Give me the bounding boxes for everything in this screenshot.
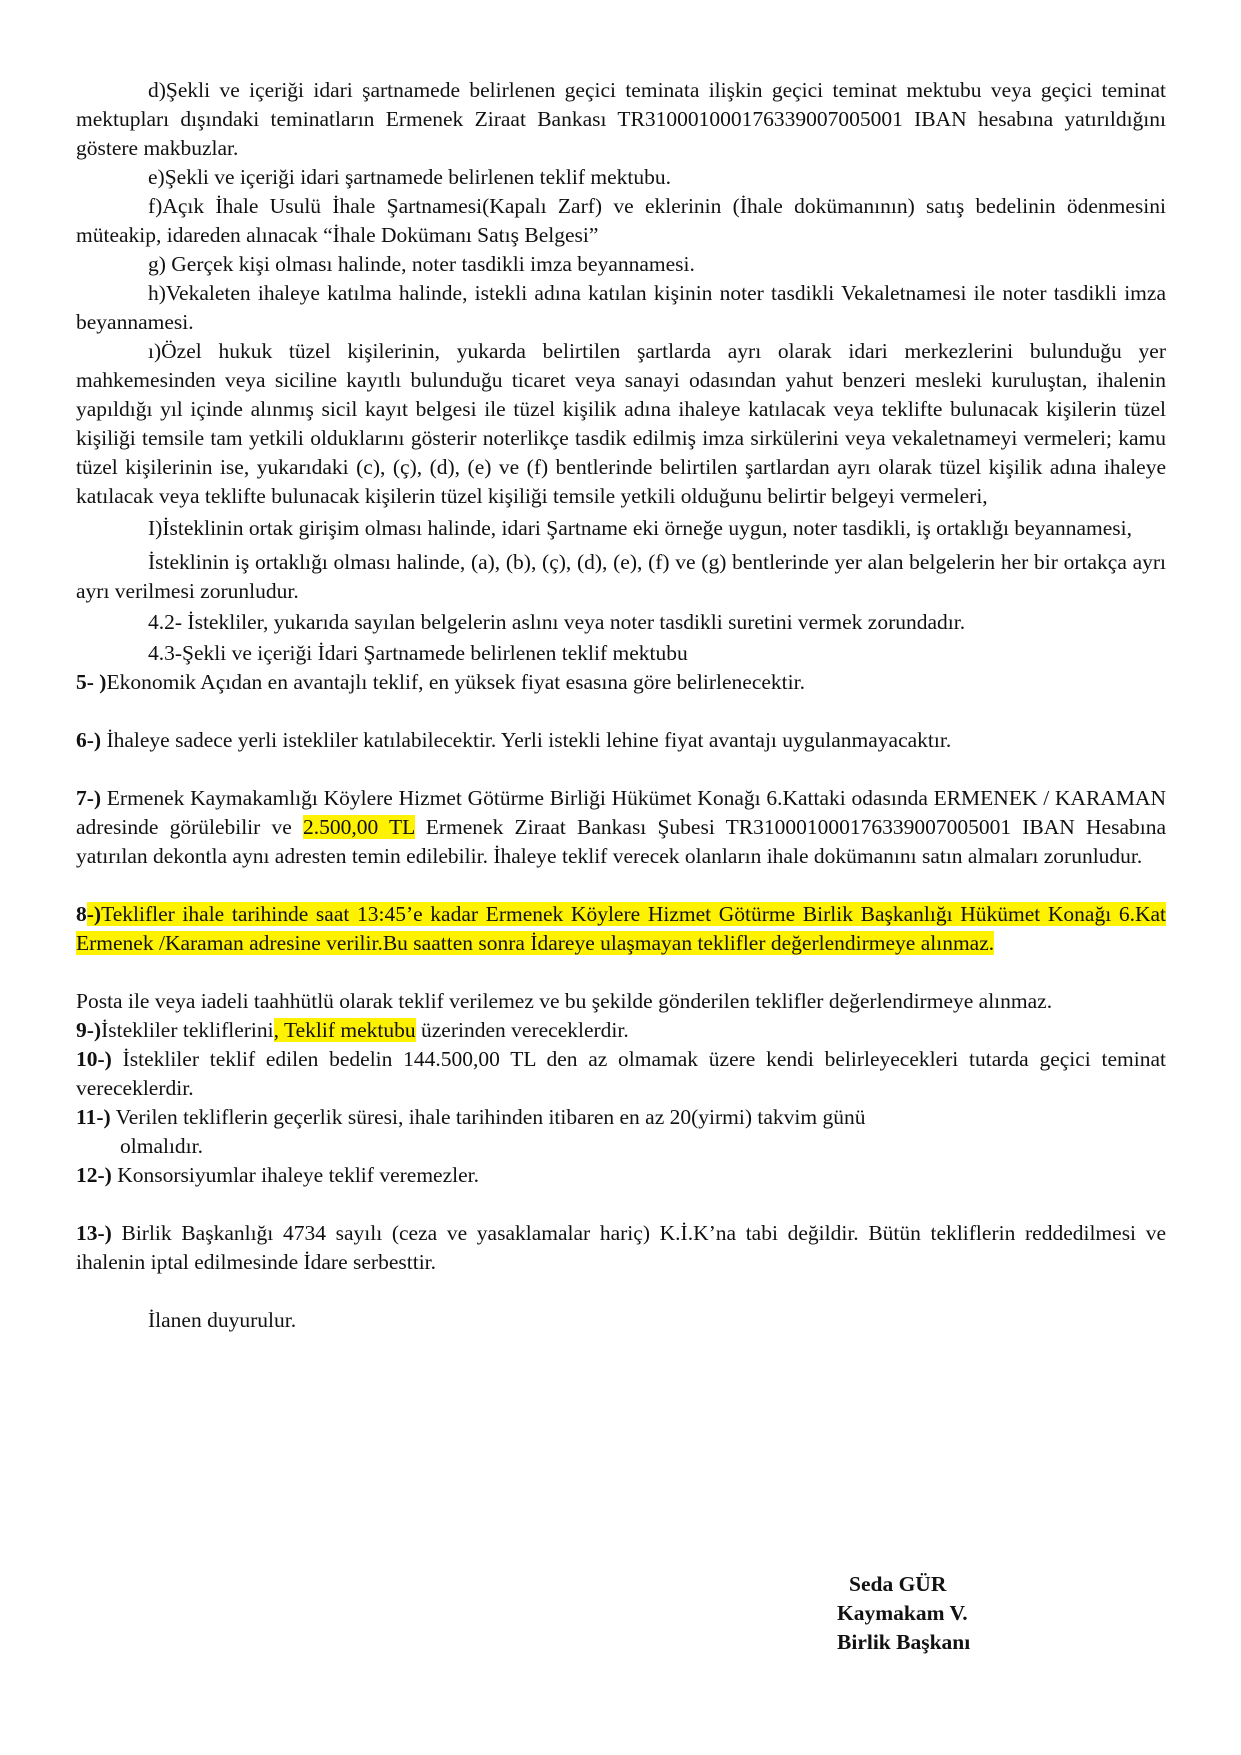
section-6	[76, 726, 1166, 755]
section-number: 12-)	[76, 1163, 112, 1187]
section-11-cont: olmalıdır.	[120, 1134, 204, 1158]
section-text: İstekliler tekliflerini	[101, 1018, 274, 1042]
spacer	[76, 1277, 1166, 1306]
section-text: üzerinden vereceklerdir.	[415, 1018, 629, 1042]
section-number: 8	[76, 902, 87, 926]
section-9	[76, 1016, 1166, 1045]
spacer	[76, 958, 1166, 987]
section-text-highlight: Teklifler ihale tarihinde saat 13:45’e kadar Ermenek Köylere Hizmet Götürme Birlik Başkanlığı Hükümet Konağı 6.Kat Ermenek /Karaman adresine verilir.Bu saatten sonra İdareye ulaşmayan teklifler değerlendirmeye alınmaz.	[76, 902, 1166, 955]
section-text: Şekli ve içeriği İdari Şartnamede belirlenen teklif mektubu	[182, 641, 688, 665]
item-g: g) Gerçek kişi olması halinde, noter tasdikli imza beyannamesi.	[148, 252, 695, 276]
section-number: 6-)	[76, 728, 102, 752]
section-number: 10-)	[76, 1047, 112, 1071]
section-text: Birlik Başkanlığı 4734 sayılı (ceza ve yasaklamalar hariç) K.İ.K’na tabi değildir. Bütün tekliflerin reddedilmesi ve ihalenin iptal edilmesinde İdare serbesttir.	[76, 1221, 1166, 1274]
section-number: -)	[86, 902, 102, 926]
document-body	[76, 76, 1166, 1335]
section-text: Verilen tekliflerin geçerlik süresi, ihale tarihinden itibaren en az 20(yirmi) takvim günü	[110, 1105, 866, 1129]
item-f: f)Açık İhale Usulü İhale Şartnamesi(Kapalı Zarf) ve eklerinin (İhale dokümanının) satış bedelinin ödenmesini müteakip, idareden alınacak “İhale Dokümanı Satış Belgesi”	[76, 194, 1166, 247]
section-text: Ekonomik Açıdan en avantajlı teklif, en yüksek fiyat esasına göre belirlenecektir.	[106, 670, 805, 694]
section-text: İstekliler teklif edilen bedelin 144.500,00 TL den az olmamak üzere kendi belirleyecekleri tutarda geçici teminat vereceklerdir.	[76, 1047, 1166, 1100]
section-text: Ermenek Ziraat Bankası Şubesi TR310001000176339007005001 IBAN Hesabına yatırılan dekontla aynı adresten temin edilebilir. İhaleye teklif verecek olanların ihale dokümanını satın almaları zorunludur.	[76, 815, 1167, 868]
signatory-position: Birlik Başkanı	[837, 1630, 971, 1654]
section-number: 4.2-	[148, 610, 183, 634]
spacer	[76, 697, 1166, 726]
signatory-title: Kaymakam V.	[837, 1601, 968, 1625]
signatory-name: Seda GÜR	[849, 1572, 947, 1596]
item-partnership: İsteklinin iş ortaklığı olması halinde, (a), (b), (ç), (d), (e), (f) ve (g) bentlerinde yer alan belgelerin her bir ortakça ayrı ayrı verilmesi zorunludur.	[76, 550, 1166, 603]
signature-block	[837, 1570, 970, 1657]
section-5	[76, 668, 1166, 697]
spacer	[76, 1190, 1166, 1219]
item-h: h)Vekaleten ihaleye katılma halinde, istekli adına katılan kişinin noter tasdikli Vekaletnamesi ile noter tasdikli imza beyannamesi.	[76, 281, 1166, 334]
price-highlight: 2.500,00 TL	[303, 815, 415, 839]
item-e: e)Şekli ve içeriği idari şartnamede belirlenen teklif mektubu.	[148, 165, 671, 189]
item-i-dotless: ı)Özel hukuk tüzel kişilerinin, yukarda belirtilen şartlarda ayrı olarak idari merkezlerini bulunduğu yer mahkemesinden veya siciline kayıtlı bulunduğu ticaret veya sanayi odasından yahut benzeri mesleki kuruluştan, ihalenin yapıldığı yıl içinde alınmış sicil kayıt belgesi ile tüzel kişilik adına ihaleye katılacak veya teklifte bulunacak kişilerin tüzel kişiliği temsile tam yetkili olduklarını gösterir noterlikçe tasdik edilmiş imza sirkülerini veya vekaletnameyi vermeleri; kamu tüzel kişilerinin ise, yukarıdaki (c), (ç), (d), (e) ve (f) bentlerinde belirtilen şartlardan ayrı olarak tüzel kişilik adına ihaleye katılacak veya teklifte bulunacak kişilerin tüzel kişiliği temsile yetkili olduğunu belirtir belgeyi vermeleri,	[76, 339, 1166, 508]
section-12	[76, 1161, 1166, 1190]
section-text: İhaleye sadece yerli istekliler katılabilecektir. Yerli istekli lehine fiyat avantajı uygulanmayacaktır.	[101, 728, 952, 752]
section-number: 11-)	[76, 1105, 111, 1129]
section-13	[76, 1219, 1166, 1277]
section-number: 7-)	[76, 786, 102, 810]
teklif-mektubu-highlight: , Teklif mektubu	[273, 1018, 416, 1042]
section-7	[76, 784, 1166, 871]
post-notice: Posta ile veya iadeli taahhütlü olarak teklif verilemez ve bu şekilde gönderilen teklifler değerlendirmeye alınmaz.	[76, 989, 1053, 1013]
section-number: 4.3-	[148, 641, 183, 665]
item-d: d)Şekli ve içeriği idari şartnamede belirlenen geçici teminata ilişkin geçici teminat mektubu veya geçici teminat mektupları dışındaki teminatların Ermenek Ziraat Bankası TR310001000176339007005001 IBAN hesabına yatırıldığını göstere makbuzlar.	[76, 78, 1166, 160]
section-text: İstekliler, yukarıda sayılan belgelerin aslını veya noter tasdikli suretini vermek zorundadır.	[182, 610, 966, 634]
section-text: Ermenek Kaymakamlığı Köylere Hizmet Götürme Birliği Hükümet Konağı 6.Kattaki odasında ERMENEK / KARAMAN adresinde görülebilir ve	[76, 786, 1166, 839]
section-number: 9-)	[76, 1018, 102, 1042]
spacer	[76, 871, 1166, 900]
section-text: Konsorsiyumlar ihaleye teklif veremezler.	[111, 1163, 479, 1187]
closing-line: İlanen duyurulur.	[148, 1308, 297, 1332]
section-number: 13-)	[76, 1221, 112, 1245]
section-10	[76, 1045, 1166, 1103]
section-8	[76, 900, 1166, 958]
spacer	[76, 755, 1166, 784]
section-4-2	[76, 608, 1166, 637]
item-I: I)İsteklinin ortak girişim olması halinde, idari Şartname eki örneğe uygun, noter tasdikli, iş ortaklığı beyannamesi,	[148, 516, 1132, 540]
section-number: 5- )	[76, 670, 107, 694]
section-4-3	[76, 639, 1166, 668]
section-11	[76, 1103, 1166, 1132]
